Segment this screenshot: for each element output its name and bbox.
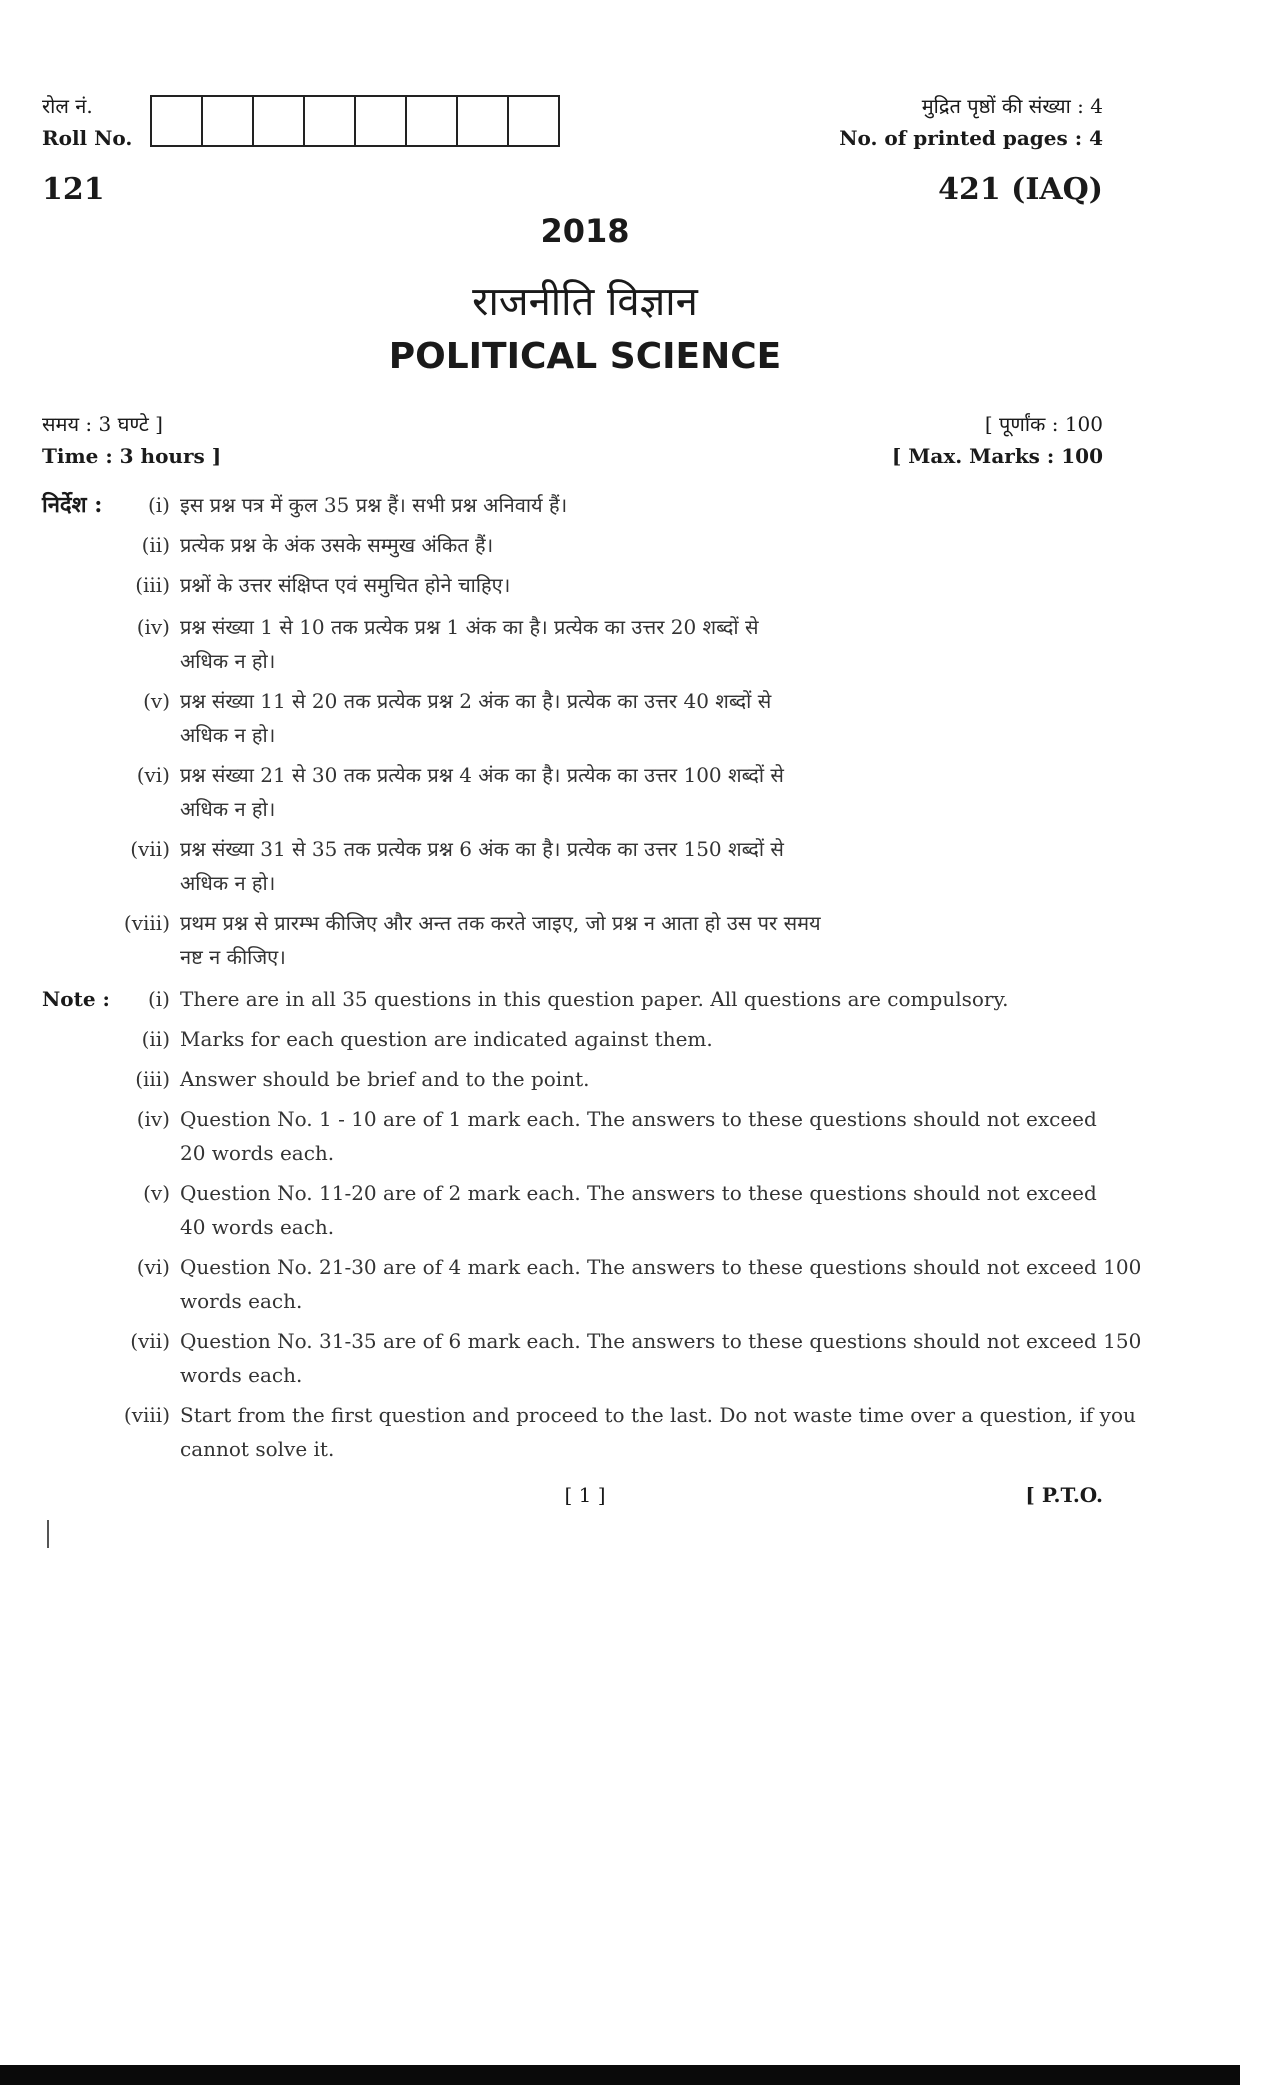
- instruction-number: (i): [147, 493, 170, 517]
- roll-label-en: Roll No.: [42, 126, 133, 150]
- marks-hi: [ पूर्णांक : 100: [984, 412, 1103, 436]
- instruction-number: (vi): [136, 1255, 170, 1279]
- instruction-text: Question No. 21-30 are of 4 mark each. The answers to these questions should not exceed 100: [180, 1255, 1142, 1279]
- subject-title-hi: राजनीति विज्ञान: [472, 279, 698, 325]
- roll-box[interactable]: [254, 97, 305, 145]
- instruction-text: There are in all 35 questions in this question paper. All questions are compulsory.: [180, 987, 1009, 1011]
- instruction-text: Marks for each question are indicated against them.: [180, 1027, 713, 1051]
- paper-code-left: 121: [42, 172, 105, 207]
- instruction-number: (ii): [141, 1027, 170, 1051]
- instruction-number: (iv): [136, 1107, 170, 1131]
- instruction-number: (iv): [136, 615, 170, 639]
- pto-label: [ P.T.O.: [1025, 1483, 1103, 1507]
- instruction-text: Start from the first question and proceed to the last. Do not waste time over a question, if you: [180, 1403, 1136, 1427]
- instruction-number: (v): [143, 1181, 170, 1205]
- instruction-number: (vii): [130, 1329, 170, 1353]
- roll-box[interactable]: [356, 97, 407, 145]
- instruction-number: (ii): [141, 533, 170, 557]
- instructions-en-label: Note :: [42, 987, 110, 1011]
- instruction-text: प्रश्न संख्या 1 से 10 तक प्रत्येक प्रश्न 1 अंक का है। प्रत्येक का उत्तर 20 शब्दों से: [180, 615, 759, 639]
- instruction-text: प्रत्येक प्रश्न के अंक उसके सम्मुख अंकित हैं।: [180, 533, 494, 557]
- roll-box[interactable]: [509, 97, 558, 145]
- roll-box[interactable]: [407, 97, 458, 145]
- printed-pages-hi: मुद्रित पृष्ठों की संख्या : 4: [921, 94, 1103, 118]
- instruction-text: प्रथम प्रश्न से प्रारम्भ कीजिए और अन्त तक करते जाइए, जो प्रश्न न आता हो उस पर समय: [180, 911, 821, 935]
- instruction-text: प्रश्न संख्या 31 से 35 तक प्रत्येक प्रश्न 6 अंक का है। प्रत्येक का उत्तर 150 शब्दों से: [180, 837, 784, 861]
- instruction-text-cont: अधिक न हो।: [180, 723, 276, 747]
- instruction-number: (iii): [135, 573, 170, 597]
- printed-pages-en: No. of printed pages : 4: [839, 126, 1103, 150]
- instructions-hi-label: निर्देश :: [42, 492, 103, 518]
- instruction-number: (iii): [135, 1067, 170, 1091]
- instruction-text-cont: नष्ट न कीजिए।: [180, 945, 286, 969]
- instruction-text-cont: 20 words each.: [180, 1141, 335, 1165]
- instruction-number: (vi): [136, 763, 170, 787]
- instruction-number: (v): [143, 689, 170, 713]
- subject-title-en: POLITICAL SCIENCE: [388, 336, 782, 377]
- roll-label-hi: रोल नं.: [42, 94, 93, 118]
- marks-en: [ Max. Marks : 100: [891, 444, 1103, 468]
- instruction-text-cont: 40 words each.: [180, 1215, 335, 1239]
- instruction-text-cont: cannot solve it.: [180, 1437, 335, 1461]
- instruction-text: Question No. 11-20 are of 2 mark each. The answers to these questions should not exceed: [180, 1181, 1097, 1205]
- instruction-text-cont: अधिक न हो।: [180, 649, 276, 673]
- instruction-text-cont: अधिक न हो।: [180, 871, 276, 895]
- exam-year: 2018: [540, 212, 630, 250]
- roll-box[interactable]: [152, 97, 203, 145]
- instruction-text: प्रश्न संख्या 21 से 30 तक प्रत्येक प्रश्न 4 अंक का है। प्रत्येक का उत्तर 100 शब्दों से: [180, 763, 784, 787]
- paper-code-right: 421 (IAQ): [938, 172, 1103, 207]
- scan-bottom-bar: [0, 2065, 1240, 2085]
- instruction-text: प्रश्न संख्या 11 से 20 तक प्रत्येक प्रश्न 2 अंक का है। प्रत्येक का उत्तर 40 शब्दों से: [180, 689, 772, 713]
- time-hi: समय : 3 घण्टे ]: [42, 412, 163, 436]
- instruction-number: (vii): [130, 837, 170, 861]
- roll-box[interactable]: [458, 97, 509, 145]
- instruction-text-cont: words each.: [180, 1363, 303, 1387]
- roll-box[interactable]: [203, 97, 254, 145]
- instruction-text: Question No. 31-35 are of 6 mark each. The answers to these questions should not exceed 150: [180, 1329, 1142, 1353]
- instruction-text: प्रश्नों के उत्तर संक्षिप्त एवं समुचित होने चाहिए।: [180, 573, 511, 597]
- instruction-number: (viii): [123, 1403, 170, 1427]
- roll-box[interactable]: [305, 97, 356, 145]
- instruction-text: Question No. 1 - 10 are of 1 mark each. The answers to these questions should not exceed: [180, 1107, 1097, 1131]
- roll-number-boxes[interactable]: [150, 95, 560, 147]
- instruction-number: (viii): [123, 911, 170, 935]
- instruction-text-cont: words each.: [180, 1289, 303, 1313]
- time-en: Time : 3 hours ]: [42, 444, 222, 468]
- scan-mark: [47, 1520, 49, 1548]
- instruction-number: (i): [147, 987, 170, 1011]
- instruction-text: इस प्रश्न पत्र में कुल 35 प्रश्न हैं। सभी प्रश्न अनिवार्य हैं।: [180, 493, 568, 517]
- instruction-text: Answer should be brief and to the point.: [180, 1067, 590, 1091]
- page-number: [ 1 ]: [564, 1483, 606, 1507]
- instruction-text-cont: अधिक न हो।: [180, 797, 276, 821]
